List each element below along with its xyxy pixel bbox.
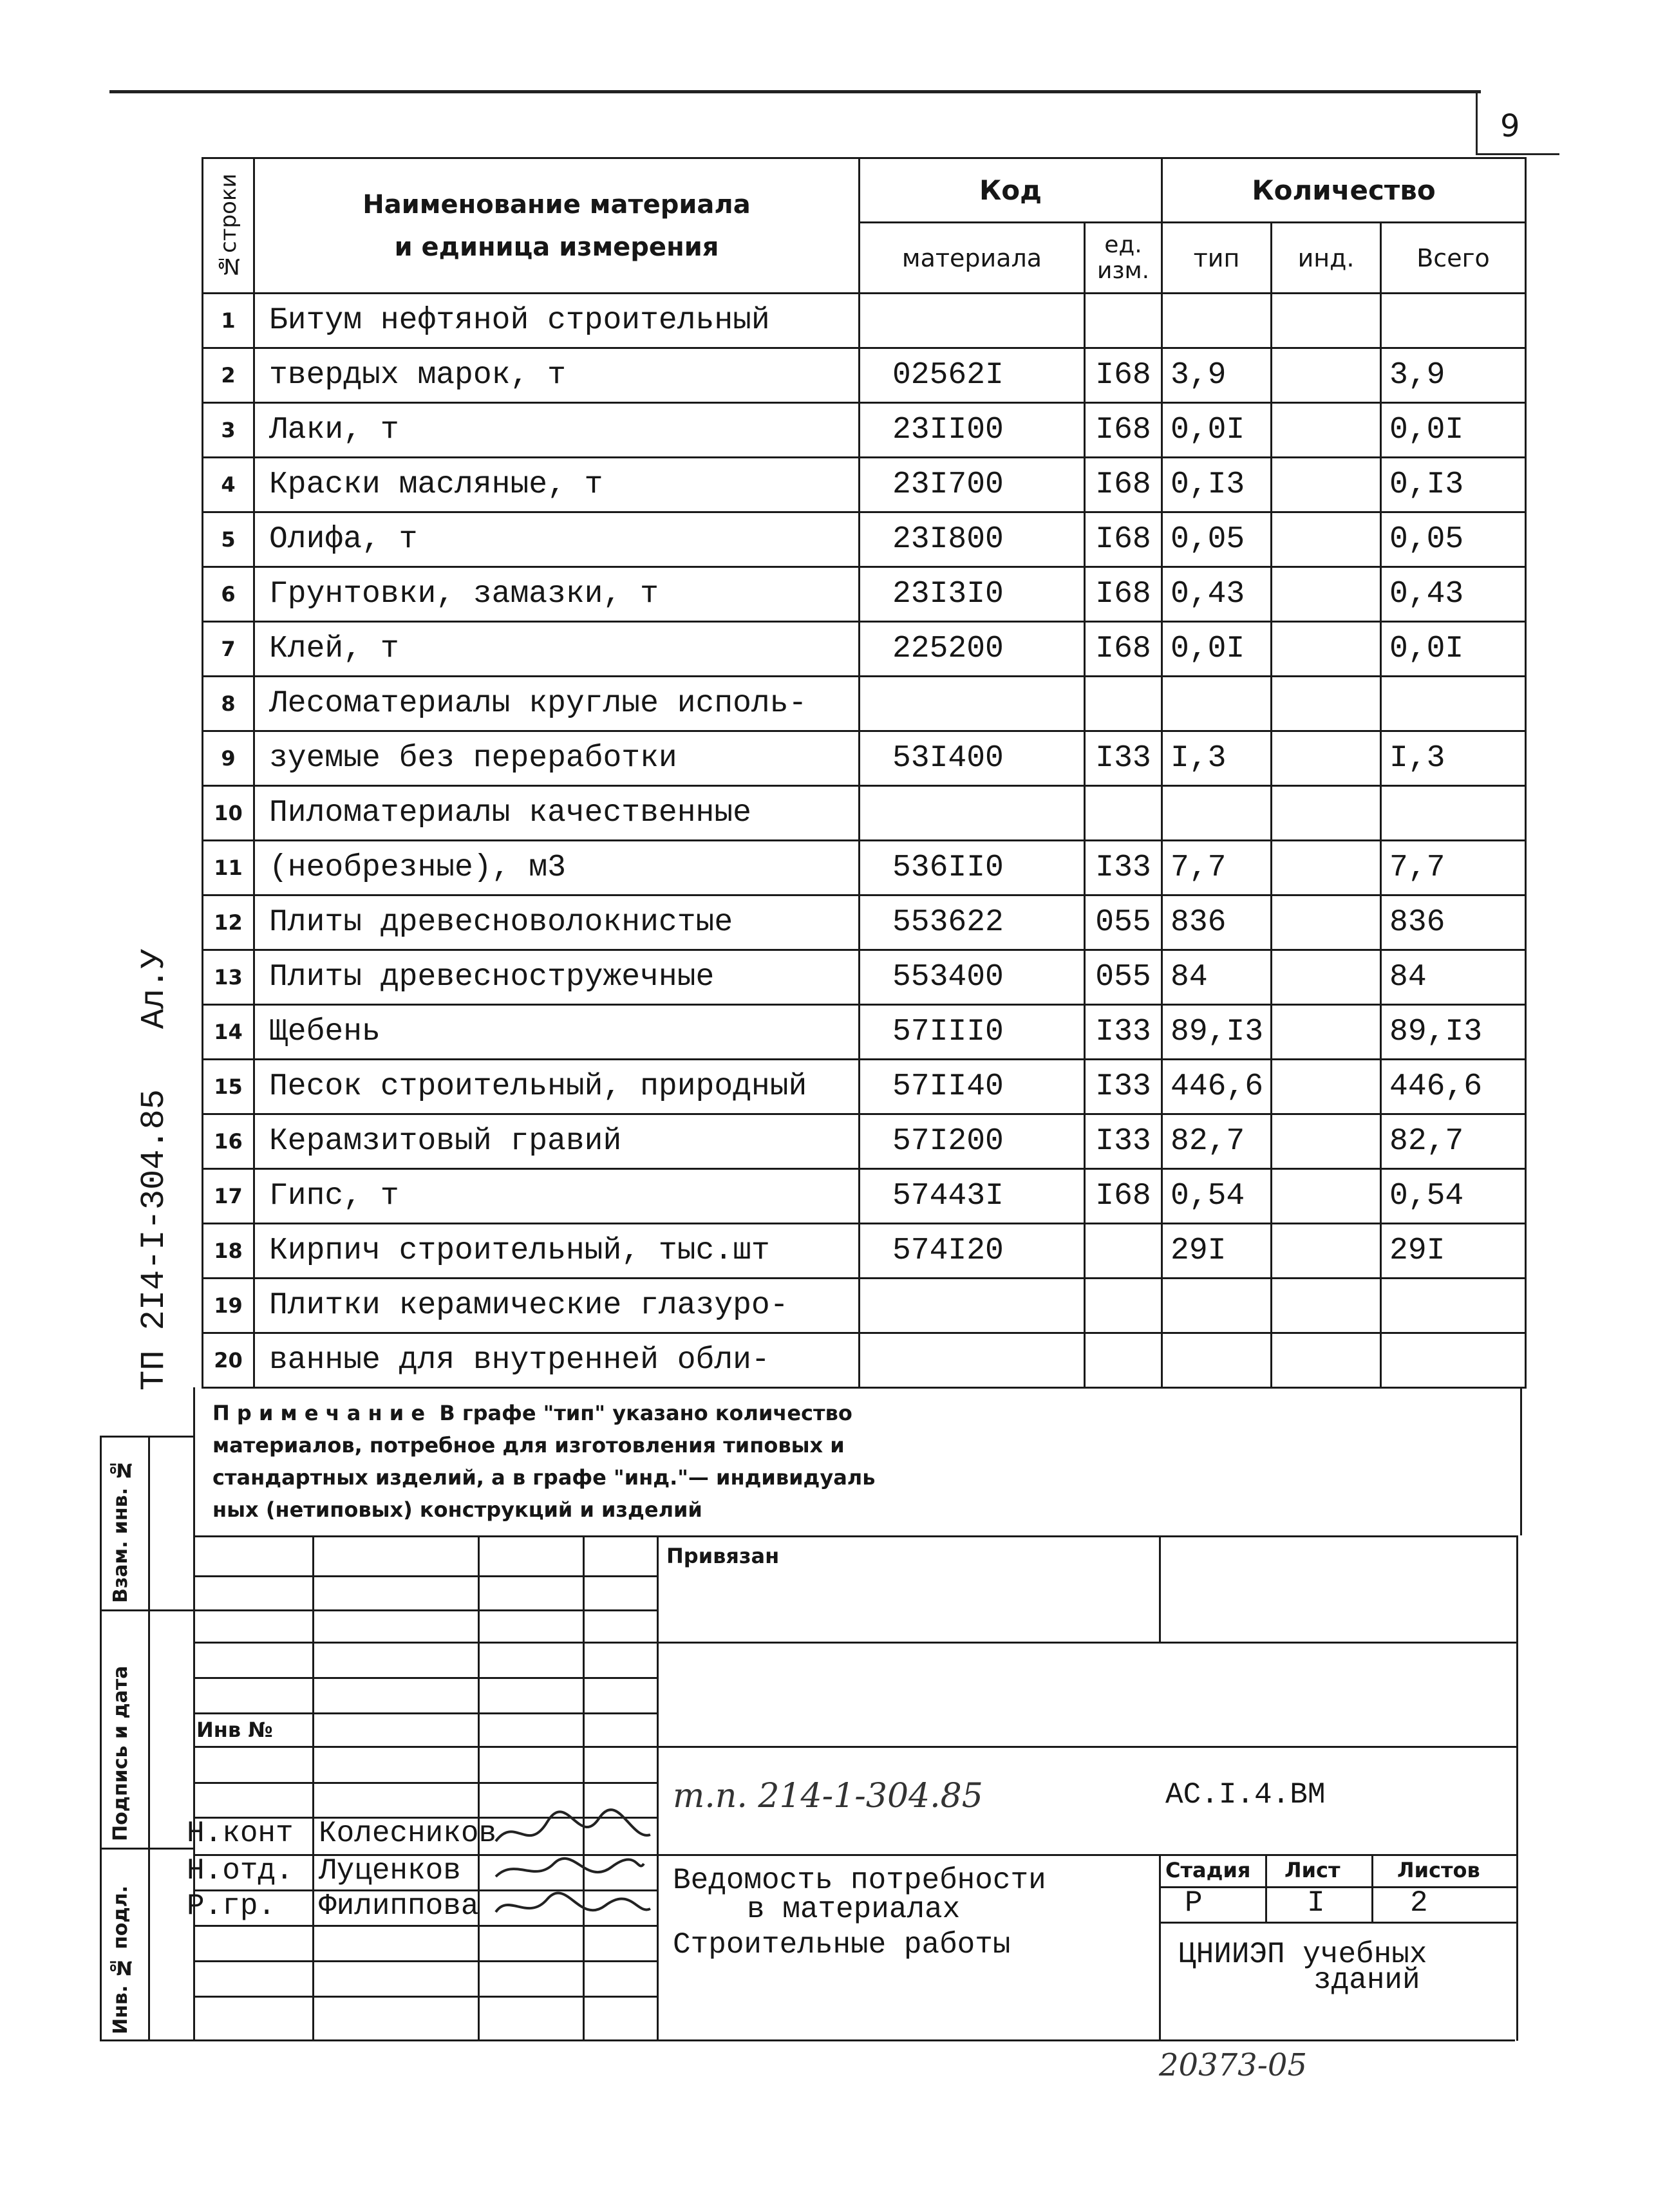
- type-header: тип: [1162, 223, 1272, 294]
- page-number-divider: [1476, 90, 1478, 155]
- table-row: [203, 1005, 1526, 1060]
- row-number: 4: [203, 458, 254, 512]
- qty-type: 89,I3: [1162, 1005, 1272, 1060]
- table-row: [203, 512, 1526, 567]
- unit-code: [1085, 1279, 1162, 1333]
- row-number: 9: [203, 731, 254, 786]
- stamp-left-row: [193, 1609, 657, 1611]
- qty-ind: [1272, 348, 1381, 403]
- sheets-value: 2: [1410, 1886, 1428, 1920]
- qty-ind: [1272, 841, 1381, 895]
- row-number: 10: [203, 786, 254, 841]
- material-name: Пиломатериалы качественные: [254, 786, 860, 841]
- qty-ind: [1272, 512, 1381, 567]
- unit-code: 055: [1085, 895, 1162, 950]
- inv-podl-label: Инв. № подл.: [109, 1885, 132, 2034]
- material-code: 225200: [860, 622, 1085, 677]
- qty-type: 82,7: [1162, 1114, 1272, 1169]
- row-number: 16: [203, 1114, 254, 1169]
- qty-ind: [1272, 403, 1381, 458]
- row-number: 8: [203, 677, 254, 731]
- stamp-stage-row: [1159, 1886, 1516, 1888]
- stamp-left-row: [193, 1996, 657, 1998]
- material-code: 23I3I0: [860, 567, 1085, 622]
- material-name: зуемые без переработки: [254, 731, 860, 786]
- material-name: Краски масляные, т: [254, 458, 860, 512]
- material-name: (необрезные), м3: [254, 841, 860, 895]
- vzam-inv-label: Взам. инв. №: [109, 1458, 132, 1603]
- unit-code-header: ед. изм.: [1085, 223, 1162, 294]
- row-number: 2: [203, 348, 254, 403]
- material-code: [860, 294, 1085, 348]
- material-code: [860, 1333, 1085, 1388]
- material-code: [860, 677, 1085, 731]
- stamp-row-mid: [193, 1642, 1518, 1644]
- material-code: 02562I: [860, 348, 1085, 403]
- unit-code: I33: [1085, 1114, 1162, 1169]
- qty-type: 0,54: [1162, 1169, 1272, 1224]
- unit-code: [1085, 1224, 1162, 1279]
- qty-ind: [1272, 950, 1381, 1005]
- bottom-archive-number: 20373-05: [1159, 2047, 1307, 2083]
- qty-type: 7,7: [1162, 841, 1272, 895]
- stamp-col: [583, 1535, 585, 2041]
- qty-ind: [1272, 1005, 1381, 1060]
- qty-type: 446,6: [1162, 1060, 1272, 1114]
- unit-code: I68: [1085, 458, 1162, 512]
- unit-code: I33: [1085, 731, 1162, 786]
- row-number: 18: [203, 1224, 254, 1279]
- material-name: Битум нефтяной строительный: [254, 294, 860, 348]
- title-line-1: Ведомость потребности: [673, 1864, 1046, 1897]
- material-name: Лесоматериалы круглые исполь-: [254, 677, 860, 731]
- row-number-header: №строки: [203, 158, 254, 294]
- unit-code: I68: [1085, 512, 1162, 567]
- name-filippova: Филиппова: [319, 1889, 479, 1923]
- qty-type: [1162, 1333, 1272, 1388]
- qty-total: 89,I3: [1381, 1005, 1526, 1060]
- inv-no-label: Инв №: [196, 1718, 273, 1742]
- stamp-left-row: [193, 1677, 657, 1679]
- name-header: Наименование материала и единица измерения: [254, 158, 860, 294]
- name-lutsenkov: Луценков: [319, 1854, 461, 1888]
- material-name: Лаки, т: [254, 403, 860, 458]
- unit-code: I68: [1085, 403, 1162, 458]
- qty-total: 84: [1381, 950, 1526, 1005]
- qty-total: 0,0I: [1381, 403, 1526, 458]
- strip-top: [100, 1436, 193, 1438]
- stamp-top-line: [193, 1535, 1518, 1537]
- row-number: 5: [203, 512, 254, 567]
- qty-ind: [1272, 1279, 1381, 1333]
- sheet-label: Лист: [1284, 1858, 1340, 1882]
- qty-type: [1162, 294, 1272, 348]
- strip-sep-2: [100, 1848, 193, 1850]
- material-name: Олифа, т: [254, 512, 860, 567]
- row-number: 12: [203, 895, 254, 950]
- stage-label: Стадия: [1165, 1858, 1251, 1882]
- material-name: Керамзитовый гравий: [254, 1114, 860, 1169]
- materials-table: [202, 157, 1527, 1389]
- qty-ind: [1272, 895, 1381, 950]
- unit-code: I68: [1085, 348, 1162, 403]
- stamp-col: [1371, 1854, 1373, 1922]
- table-row: [203, 1333, 1526, 1388]
- stamp-left-row: [193, 1712, 657, 1714]
- unit-code: I33: [1085, 841, 1162, 895]
- stamp-col: [312, 1535, 314, 2041]
- qty-total: [1381, 294, 1526, 348]
- qty-type: I,3: [1162, 731, 1272, 786]
- qty-type: 0,43: [1162, 567, 1272, 622]
- qty-total: 836: [1381, 895, 1526, 950]
- qty-type: 0,05: [1162, 512, 1272, 567]
- material-code-header: материала: [860, 223, 1085, 294]
- material-name: твердых марок, т: [254, 348, 860, 403]
- document-code: АС.I.4.ВМ: [1165, 1778, 1326, 1812]
- qty-ind: [1272, 458, 1381, 512]
- qty-total: 0,05: [1381, 512, 1526, 567]
- signature-3: [496, 1893, 650, 1912]
- table-row: [203, 294, 1526, 348]
- signatures: [489, 1803, 657, 1931]
- table-row: [203, 895, 1526, 950]
- table-row: [203, 841, 1526, 895]
- unit-code: [1085, 677, 1162, 731]
- material-code: [860, 786, 1085, 841]
- qty-ind: [1272, 786, 1381, 841]
- unit-code: I68: [1085, 567, 1162, 622]
- privyazan-label: Привязан: [666, 1544, 780, 1568]
- top-rule: [109, 90, 1481, 93]
- note-text: [212, 1397, 875, 1526]
- qty-type: [1162, 677, 1272, 731]
- material-name: Плиты древесноволокнистые: [254, 895, 860, 950]
- qty-ind: [1272, 1114, 1381, 1169]
- signature-1: [496, 1810, 650, 1841]
- stamp-left-row: [193, 1960, 657, 1962]
- row-number: 20: [203, 1333, 254, 1388]
- material-code: 574I20: [860, 1224, 1085, 1279]
- table-row: [203, 731, 1526, 786]
- qty-ind: [1272, 677, 1381, 731]
- table-row: [203, 1279, 1526, 1333]
- material-code: 553622: [860, 895, 1085, 950]
- note-line: стандартных изделий, а в графе "инд."— индивидуаль: [212, 1465, 876, 1490]
- qty-total: 0,I3: [1381, 458, 1526, 512]
- qty-ind: [1272, 1224, 1381, 1279]
- material-code: 23I700: [860, 458, 1085, 512]
- qty-ind: [1272, 294, 1381, 348]
- qty-type: 29I: [1162, 1224, 1272, 1279]
- stamp-col: [1516, 1535, 1518, 2041]
- unit-code: I68: [1085, 1169, 1162, 1224]
- qty-total: 0,54: [1381, 1169, 1526, 1224]
- qty-ind: [1272, 1169, 1381, 1224]
- title-line-3: Строительные работы: [673, 1928, 1011, 1962]
- material-code: 57II40: [860, 1060, 1085, 1114]
- unit-code: [1085, 1333, 1162, 1388]
- qty-ind: [1272, 1060, 1381, 1114]
- material-code: 57III0: [860, 1005, 1085, 1060]
- material-name: Щебень: [254, 1005, 860, 1060]
- unit-code: [1085, 294, 1162, 348]
- role-notd: Н.отд.: [187, 1854, 294, 1888]
- material-code: 23II00: [860, 403, 1085, 458]
- row-number: 7: [203, 622, 254, 677]
- sheet-value: I: [1307, 1886, 1325, 1920]
- qty-type: 836: [1162, 895, 1272, 950]
- table-row: [203, 622, 1526, 677]
- org-line-1: ЦНИИЭП учебных: [1178, 1938, 1427, 1971]
- table-row: [203, 403, 1526, 458]
- material-name: Плиты древесностружечные: [254, 950, 860, 1005]
- qty-total: [1381, 677, 1526, 731]
- qty-type: 84: [1162, 950, 1272, 1005]
- table-row: [203, 567, 1526, 622]
- table-row: [203, 1060, 1526, 1114]
- qty-total: 3,9: [1381, 348, 1526, 403]
- table-row: [203, 458, 1526, 512]
- row-number: 17: [203, 1169, 254, 1224]
- handwritten-project-code: т.п. 214-1-304.85: [673, 1777, 983, 1815]
- qty-total: [1381, 786, 1526, 841]
- strip-right: [148, 1436, 150, 2041]
- qty-ind: [1272, 622, 1381, 677]
- qty-total: [1381, 1333, 1526, 1388]
- role-rgr: Р.гр.: [187, 1889, 276, 1923]
- qty-total: I,3: [1381, 731, 1526, 786]
- table-row: [203, 1169, 1526, 1224]
- row-number: 1: [203, 294, 254, 348]
- stamp-col: [193, 1535, 195, 2041]
- side-document-code: ТП 2I4-I-304.85 Ал.У: [135, 948, 173, 1391]
- stamp-left-row: [193, 1575, 657, 1577]
- title-line-2: в материалах: [747, 1893, 961, 1926]
- unit-code: 055: [1085, 950, 1162, 1005]
- material-name: Кирпич строительный, тыс.шт: [254, 1224, 860, 1279]
- stamp-col: [657, 1535, 659, 2041]
- material-code: 57443I: [860, 1169, 1085, 1224]
- unit-code: I68: [1085, 622, 1162, 677]
- qty-total: 0,0I: [1381, 622, 1526, 677]
- stamp-col: [1159, 1535, 1161, 1642]
- table-row: [203, 348, 1526, 403]
- qty-type: 0,0I: [1162, 622, 1272, 677]
- role-nkont: Н.конт: [187, 1817, 294, 1850]
- stage-value: Р: [1185, 1886, 1203, 1920]
- table-row: [203, 1224, 1526, 1279]
- row-number: 19: [203, 1279, 254, 1333]
- unit-code: [1085, 786, 1162, 841]
- qty-total: 446,6: [1381, 1060, 1526, 1114]
- row-number: 6: [203, 567, 254, 622]
- row-number: 15: [203, 1060, 254, 1114]
- page-number: 9: [1500, 108, 1520, 144]
- row-number: 3: [203, 403, 254, 458]
- stamp-col: [1265, 1854, 1267, 1922]
- qty-type: 3,9: [1162, 348, 1272, 403]
- material-code: 23I800: [860, 512, 1085, 567]
- table-row: [203, 786, 1526, 841]
- material-code: [860, 1279, 1085, 1333]
- qty-total: 29I: [1381, 1224, 1526, 1279]
- table-row: [203, 1114, 1526, 1169]
- total-header: Всего: [1381, 223, 1526, 294]
- qty-total: 7,7: [1381, 841, 1526, 895]
- note-line: материалов, потребное для изготовления типовых и: [212, 1433, 845, 1457]
- unit-code: I33: [1085, 1060, 1162, 1114]
- qty-type: [1162, 1279, 1272, 1333]
- note-line: П р и м е ч а н и е В графе "тип" указано количество: [212, 1401, 852, 1425]
- qty-total: 0,43: [1381, 567, 1526, 622]
- material-code: 536II0: [860, 841, 1085, 895]
- row-number: 11: [203, 841, 254, 895]
- quantity-header: Количество: [1162, 158, 1526, 223]
- material-name: Песок строительный, природный: [254, 1060, 860, 1114]
- material-code: 53I400: [860, 731, 1085, 786]
- material-code: 553400: [860, 950, 1085, 1005]
- stamp-col: [478, 1535, 480, 2041]
- material-name: Клей, т: [254, 622, 860, 677]
- table-row: [203, 950, 1526, 1005]
- unit-code: I33: [1085, 1005, 1162, 1060]
- stamp-col: [1159, 1854, 1161, 2039]
- note-line: ных (нетиповых) конструкций и изделий: [212, 1497, 702, 1522]
- material-name: Плитки керамические глазуро-: [254, 1279, 860, 1333]
- table-row: [203, 677, 1526, 731]
- qty-type: 0,0I: [1162, 403, 1272, 458]
- page-number-rule: [1476, 153, 1559, 155]
- row-number: 13: [203, 950, 254, 1005]
- stamp-stage-row: [1159, 1922, 1516, 1924]
- stamp-left-row: [193, 1782, 657, 1784]
- qty-type: [1162, 786, 1272, 841]
- strip-left: [100, 1436, 102, 2041]
- material-name: Гипс, т: [254, 1169, 860, 1224]
- qty-total: 82,7: [1381, 1114, 1526, 1169]
- signature-2: [496, 1859, 644, 1877]
- sheets-label: Листов: [1397, 1858, 1480, 1882]
- podpis-data-label: Подпись и дата: [109, 1665, 132, 1841]
- row-number: 14: [203, 1005, 254, 1060]
- ind-header: инд.: [1272, 223, 1381, 294]
- material-name: ванные для внутренней обли-: [254, 1333, 860, 1388]
- material-name: Грунтовки, замазки, т: [254, 567, 860, 622]
- qty-ind: [1272, 567, 1381, 622]
- material-code: 57I200: [860, 1114, 1085, 1169]
- qty-ind: [1272, 731, 1381, 786]
- qty-ind: [1272, 1333, 1381, 1388]
- qty-total: [1381, 1279, 1526, 1333]
- qty-type: 0,I3: [1162, 458, 1272, 512]
- stamp-row-main: [193, 1746, 1518, 1748]
- name-kolesnikov: Колесников: [319, 1817, 497, 1850]
- code-header: Код: [860, 158, 1162, 223]
- org-line-2: зданий: [1313, 1964, 1420, 1997]
- strip-sep-1: [100, 1609, 193, 1611]
